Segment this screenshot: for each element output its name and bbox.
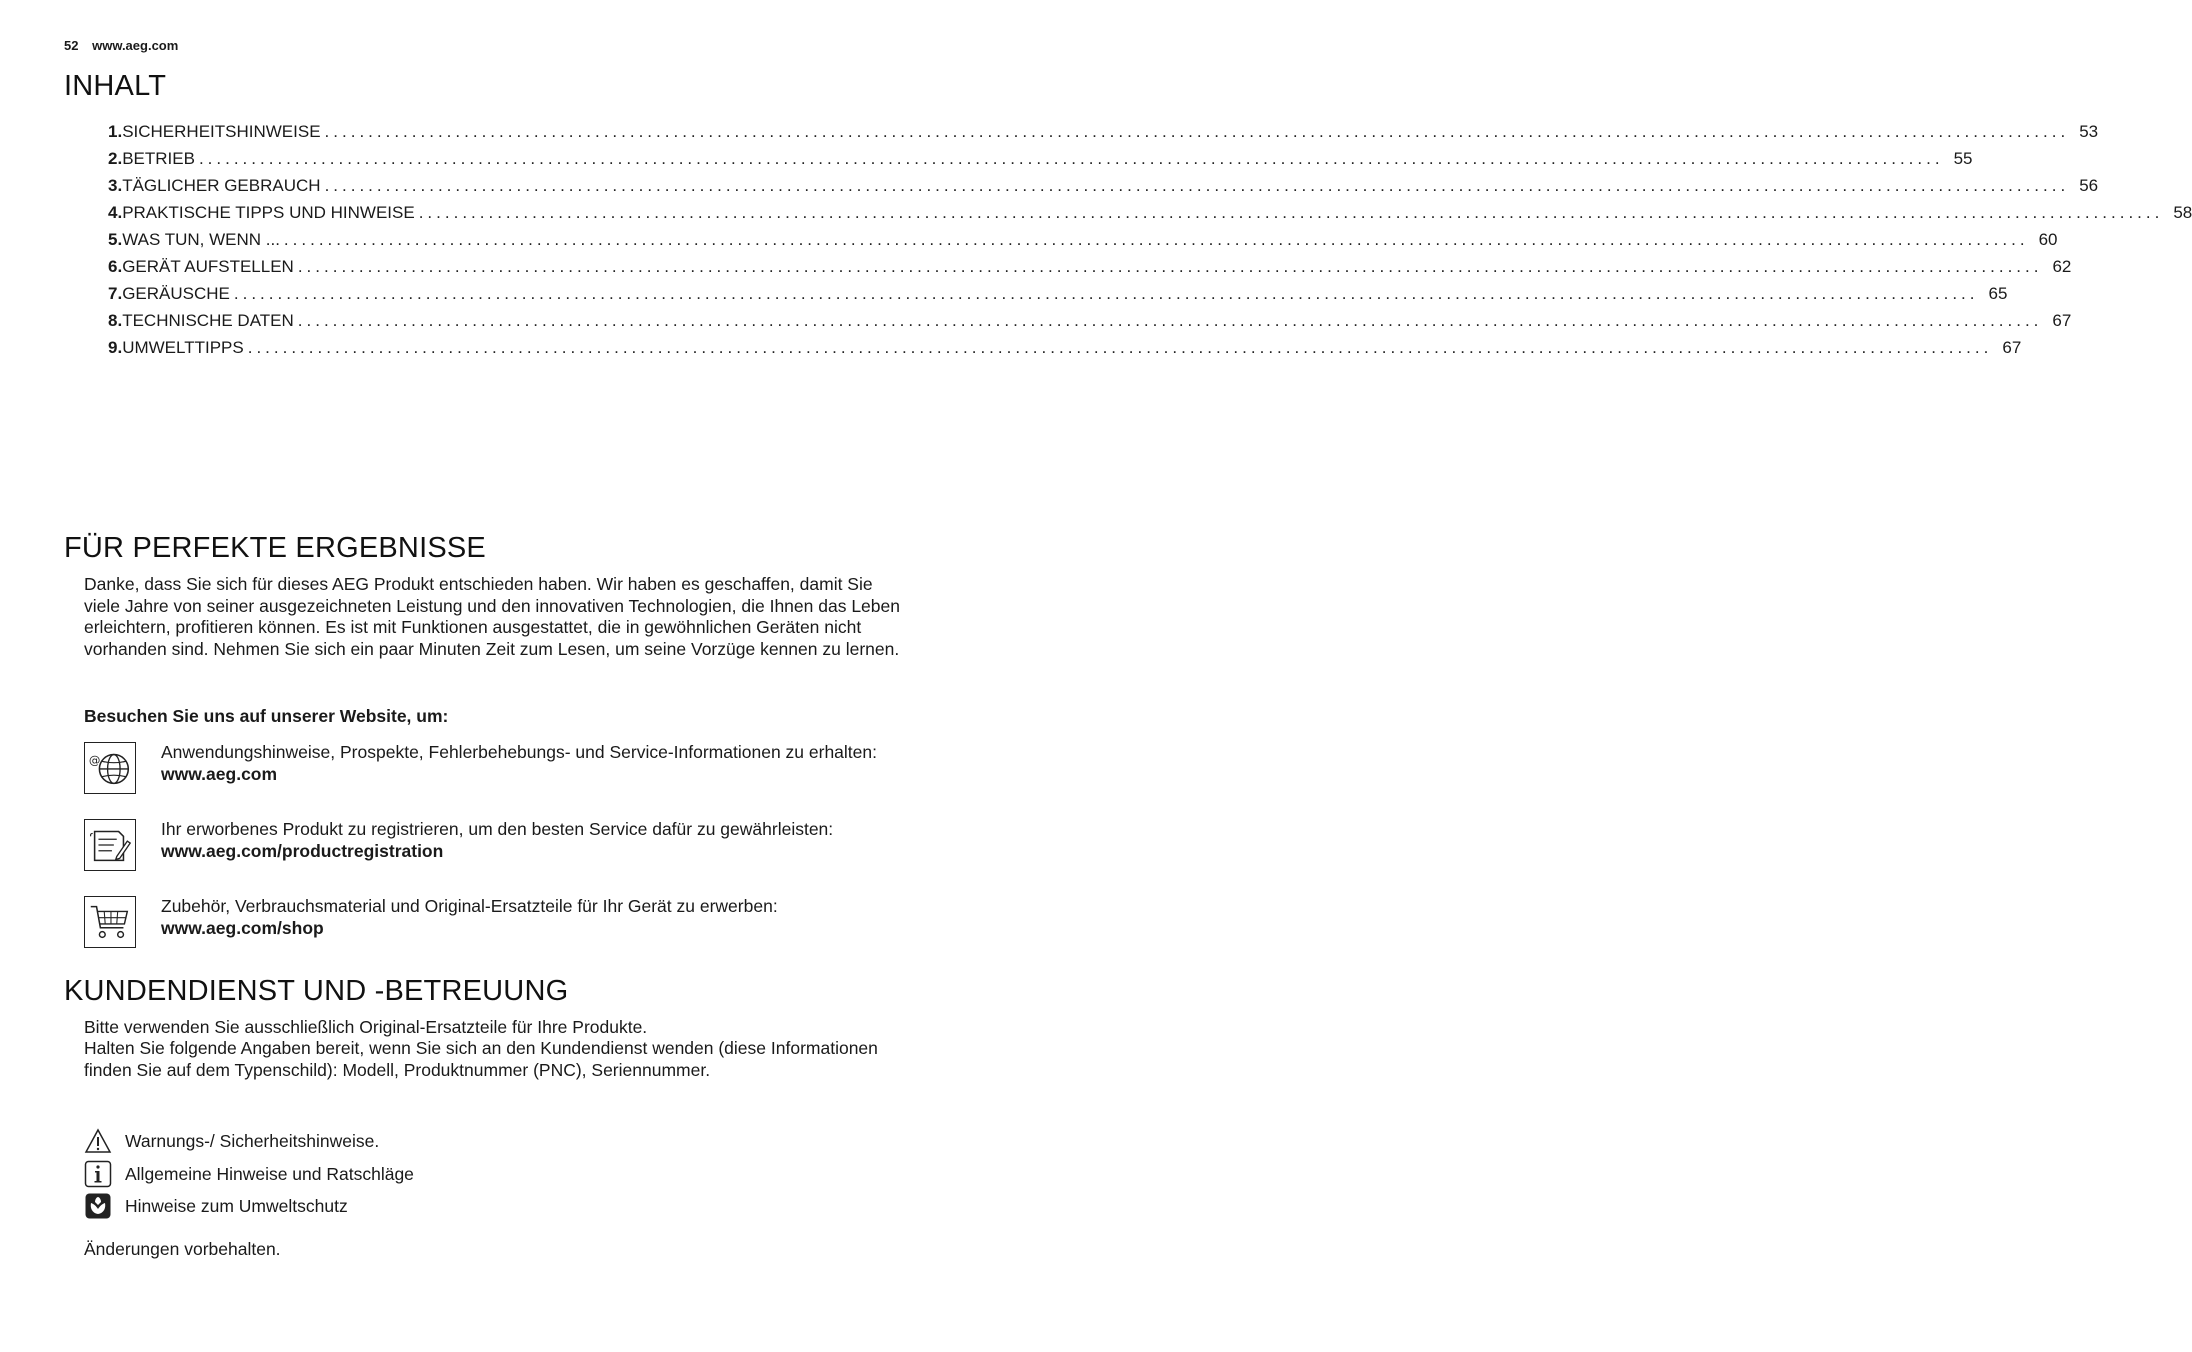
toc-entry[interactable] [108,284,2008,311]
service-line-2: Halten Sie folgende Angaben bereit, wenn Sie sich an den Kundendienst wenden (diese Informationen finden Sie auf dem Typenschild): Modell, Produktnummer (PNC), Seriennummer. [84,1038,878,1080]
results-intro: Danke, dass Sie sich für dieses AEG Produkt entschieden haben. Wir haben es geschaffen, damit Sie viele Jahre von seiner ausgezeichneten Leistung und den innovativen Technologien, die Ihnen das Leben erleichtern, profitieren können. Es ist mit Funktionen ausgestattet, die in gewöhnlichen Geräten nicht vorhanden sind. Nehmen Sie sich ein paar Minuten Zeit zum Lesen, um seine Vorzüge kennen zu lernen. [84,574,900,659]
page-number: 52 [64,38,79,53]
toc-title: PRAKTISCHE TIPPS UND HINWEISE [122,203,415,222]
toc-title: TECHNISCHE DATEN [122,311,294,330]
legend-text: Allgemeine Hinweise und Ratschläge [125,1163,414,1184]
toc-entry[interactable] [108,338,2022,365]
toc-number: 7. [108,284,123,303]
toc-leader-dots: ........................................................................................................................................................................................................ [297,257,2043,276]
toc-leader-dots: ........................................................................................................................................................................................................ [297,311,2043,330]
legend-warning [84,1127,379,1155]
info-icon [84,1160,112,1188]
toc-heading: INHALT [64,70,167,102]
legend-text: Warnungs-/ Sicherheitshinweise. [125,1130,380,1151]
web-link-support[interactable]: www.aeg.com [161,763,278,784]
toc-page-number: 65 [1988,284,2008,303]
toc-number: 6. [108,257,123,276]
toc-title: WAS TUN, WENN ... [122,230,280,249]
toc-entry[interactable] [108,203,2192,230]
toc-title: SICHERHEITSHINWEISE [122,122,321,141]
toc-page-number: 62 [2052,257,2072,276]
legend-environment [84,1192,348,1220]
toc-number: 3. [108,176,123,195]
toc-page-number: 55 [1953,149,1973,168]
registration-document-icon [84,819,136,871]
legend-info [84,1160,414,1188]
toc-title: GERÄT AUFSTELLEN [122,257,294,276]
toc-number: 8. [108,311,123,330]
toc-page-number: 53 [2079,122,2099,141]
web-link-shop[interactable]: www.aeg.com/shop [161,917,324,938]
toc-leader-dots: ........................................................................................................................................................................................................ [418,203,2164,222]
svg-text:@: @ [88,753,101,768]
web-item-text: Ihr erworbenes Produkt zu registrieren, um den besten Service dafür zu gewährleisten: [161,819,834,839]
toc-entry[interactable] [108,311,2072,338]
toc-entry[interactable] [108,149,1973,176]
toc-title: TÄGLICHER GEBRAUCH [122,176,321,195]
toc-number: 5. [108,230,123,249]
service-line-1: Bitte verwenden Sie ausschließlich Original-Ersatzteile für Ihre Produkte. [84,1017,648,1037]
results-heading: FÜR PERFEKTE ERGEBNISSE [64,532,486,564]
table-of-contents [108,122,2192,365]
warning-icon [84,1127,112,1155]
toc-page-number: 67 [2052,311,2072,330]
toc-title: BETRIEB [122,149,195,168]
toc-entry[interactable] [108,230,2058,257]
toc-entry[interactable] [108,257,2072,284]
page-header [64,38,178,53]
toc-number: 4. [108,203,123,222]
toc-number: 1. [108,122,123,141]
globe-icon [84,742,136,794]
toc-leader-dots: ........................................................................................................................................................................................................ [324,122,2070,141]
legend-text: Hinweise zum Umweltschutz [125,1195,348,1216]
service-heading: KUNDENDIENST UND -BETREUUNG [64,975,569,1007]
web-item-text: Zubehör, Verbrauchsmaterial und Original-Ersatzteile für Ihr Gerät zu erwerben: [161,896,778,916]
toc-leader-dots: ........................................................................................................................................................................................................ [283,230,2029,249]
changes-reserved: Änderungen vorbehalten. [84,1239,281,1259]
toc-page-number: 67 [2002,338,2022,357]
visit-label: Besuchen Sie uns auf unserer Website, um: [84,706,449,726]
toc-title: GERÄUSCHE [122,284,230,303]
toc-page-number: 56 [2079,176,2099,195]
toc-page-number: 60 [2038,230,2058,249]
toc-leader-dots: ........................................................................................................................................................................................................ [198,149,1944,168]
web-item-text: Anwendungshinweise, Prospekte, Fehlerbehebungs- und Service-Informationen zu erhalten: [161,742,877,762]
toc-page-number: 58 [2173,203,2192,222]
toc-leader-dots: ........................................................................................................................................................................................................ [247,338,1993,357]
toc-entry[interactable] [108,176,2099,203]
toc-number: 2. [108,149,123,168]
toc-title: UMWELTTIPPS [122,338,244,357]
toc-number: 9. [108,338,123,357]
environment-icon [84,1192,112,1220]
toc-entry[interactable] [108,122,2099,149]
web-link-registration[interactable]: www.aeg.com/productregistration [161,840,444,861]
header-website[interactable]: www.aeg.com [92,38,179,53]
toc-leader-dots: ........................................................................................................................................................................................................ [324,176,2070,195]
toc-leader-dots: ........................................................................................................................................................................................................ [233,284,1979,303]
shopping-cart-icon [84,896,136,948]
